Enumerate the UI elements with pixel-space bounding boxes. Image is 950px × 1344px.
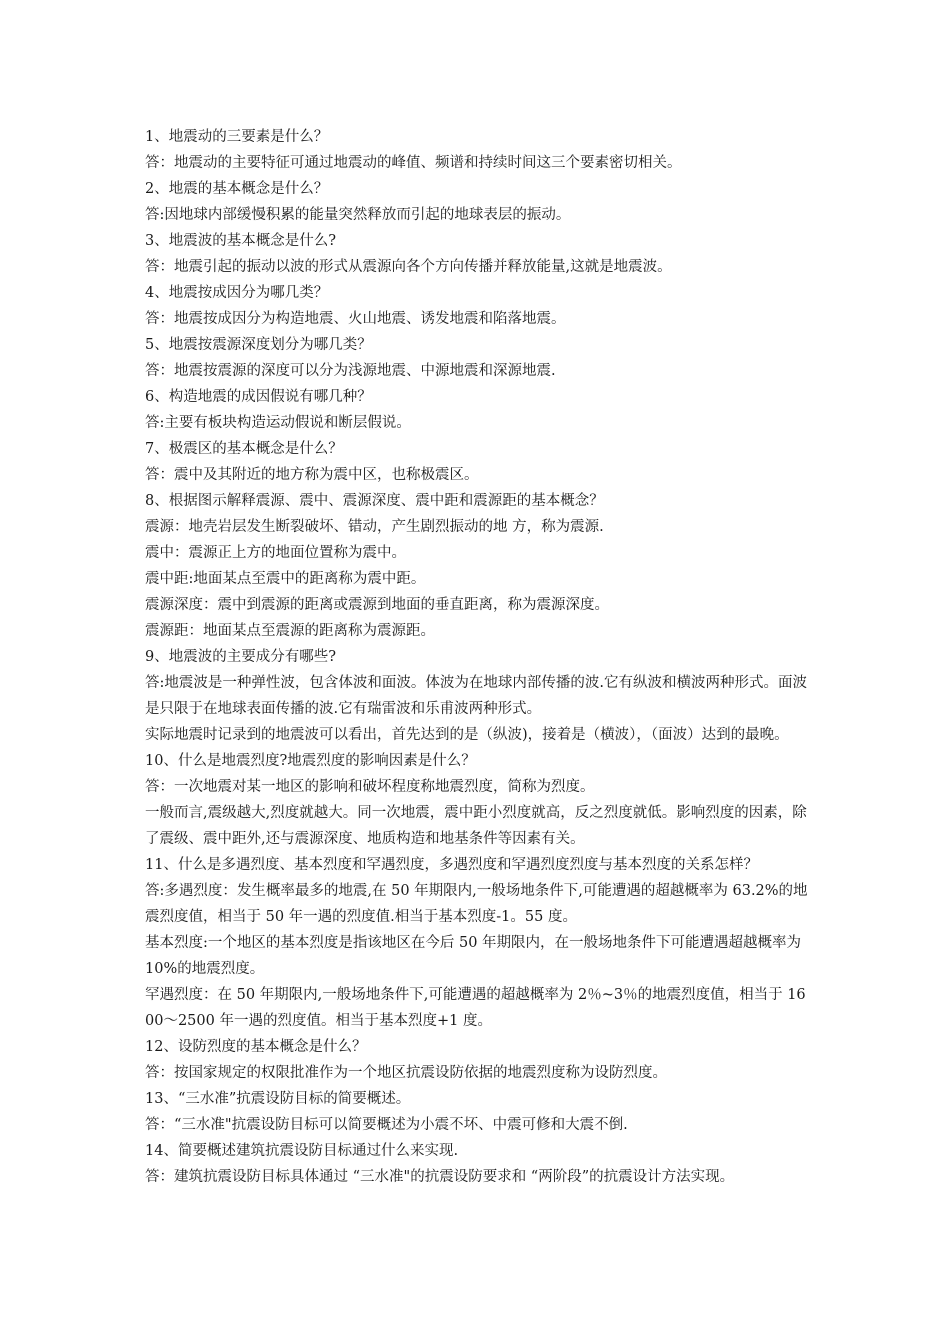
- question-11: 11、什么是多遇烈度、基本烈度和罕遇烈度，多遇烈度和罕遇烈度烈度与基本烈度的关系怎样？: [145, 857, 758, 873]
- question-7: 7、极震区的基本概念是什么？: [145, 441, 343, 457]
- answer-11-basic: 基本烈度:一个地区的基本烈度是指该地区在今后 50 年期限内，在一般场地条件下可能遭遇超越概率为 10%的地震烈度。: [145, 935, 802, 977]
- answer-8-epicenter: 震中：震源正上方的地面位置称为震中。: [145, 545, 406, 561]
- question-3: 3、地震波的基本概念是什么?: [145, 233, 336, 249]
- answer-5: 答：地震按震源的深度可以分为浅源地震、中源地震和深源地震.: [145, 363, 556, 379]
- answer-13: 答：“三水准"抗震设防目标可以简要概述为小震不坏、中震可修和大震不倒.: [145, 1117, 628, 1133]
- answer-4: 答：地震按成因分为构造地震、火山地震、诱发地震和陷落地震。: [145, 311, 566, 327]
- answer-1: 答：地震动的主要特征可通过地震动的峰值、频谱和持续时间这三个要素密切相关。: [145, 155, 682, 171]
- answer-8-focal-depth: 震源深度：震中到震源的距离或震源到地面的垂直距离，称为震源深度。: [145, 597, 609, 613]
- answer-10: 答：一次地震对某一地区的影响和破坏程度称地震烈度，简称为烈度。: [145, 779, 595, 795]
- question-8: 8、根据图示解释震源、震中、震源深度、震中距和震源距的基本概念？: [145, 493, 604, 509]
- answer-10-factors: 一般而言,震级越大,烈度就越大。同一次地震，震中距小烈度就高，反之烈度就低。影响烈度的因素，除了震级、震中距外,还与震源深度、地质构造和地基条件等因素有关。: [145, 805, 807, 847]
- question-4: 4、地震按成因分为哪几类？: [145, 285, 329, 301]
- question-1: 1、地震动的三要素是什么？: [145, 129, 329, 145]
- answer-9: 答:地震波是一种弹性波，包含体波和面波。体波为在地球内部传播的波.它有纵波和横波两种形式。面波是只限于在地球表面传播的波.它有瑞雷波和乐甫波两种形式。: [145, 675, 807, 717]
- question-10: 10、什么是地震烈度?地震烈度的影响因素是什么？: [145, 753, 476, 769]
- answer-12: 答：按国家规定的权限批准作为一个地区抗震设防依据的地震烈度称为设防烈度。: [145, 1065, 667, 1081]
- question-2: 2、地震的基本概念是什么？: [145, 181, 329, 197]
- question-9: 9、地震波的主要成分有哪些?: [145, 649, 336, 665]
- answer-7: 答：震中及其附近的地方称为震中区，也称极震区。: [145, 467, 479, 483]
- answer-6: 答:主要有板块构造运动假说和断层假说。: [145, 415, 411, 431]
- answer-14: 答：建筑抗震设防目标具体通过 “三水准"的抗震设防要求和 “两阶段”的抗震设计方法实现。: [145, 1169, 735, 1185]
- question-14: 14、简要概述建筑抗震设防目标通过什么来实现.: [145, 1143, 459, 1159]
- question-6: 6、构造地震的成因假说有哪几种？: [145, 389, 372, 405]
- answer-8-hypocentral-distance: 震源距：地面某点至震源的距离称为震源距。: [145, 623, 435, 639]
- question-13: 13、“三水准”抗震设防目标的简要概述。: [145, 1091, 411, 1107]
- answer-9-arrival: 实际地震时记录到的地震波可以看出，首先达到的是（纵波)，接着是（横波），（面波）达到的最晚。: [145, 727, 789, 743]
- answer-8-epicentral-distance: 震中距:地面某点至震中的距离称为震中距。: [145, 571, 426, 587]
- answer-11-frequent: 答:多遇烈度：发生概率最多的地震,在 50 年期限内,一般场地条件下,可能遭遇的超越概率为 63.2%的地震烈度值，相当于 50 年一遇的烈度值.相当于基本烈度-1。55 度。: [145, 883, 808, 925]
- answer-8-hypocenter: 震源：地壳岩层发生断裂破坏、错动，产生剧烈振动的地 方，称为震源.: [145, 519, 604, 535]
- document-body: [145, 124, 810, 1190]
- answer-11-rare: 罕遇烈度：在 50 年期限内,一般场地条件下,可能遭遇的超越概率为 2％~3％的地震烈度值，相当于 1600～2500 年一遇的烈度值。相当于基本烈度+1 度。: [145, 987, 806, 1029]
- question-5: 5、地震按震源深度划分为哪几类？: [145, 337, 372, 353]
- answer-3: 答：地震引起的振动以波的形式从震源向各个方向传播并释放能量,这就是地震波。: [145, 259, 672, 275]
- answer-2: 答:因地球内部缓慢积累的能量突然释放而引起的地球表层的振动。: [145, 207, 571, 223]
- question-12: 12、设防烈度的基本概念是什么？: [145, 1039, 367, 1055]
